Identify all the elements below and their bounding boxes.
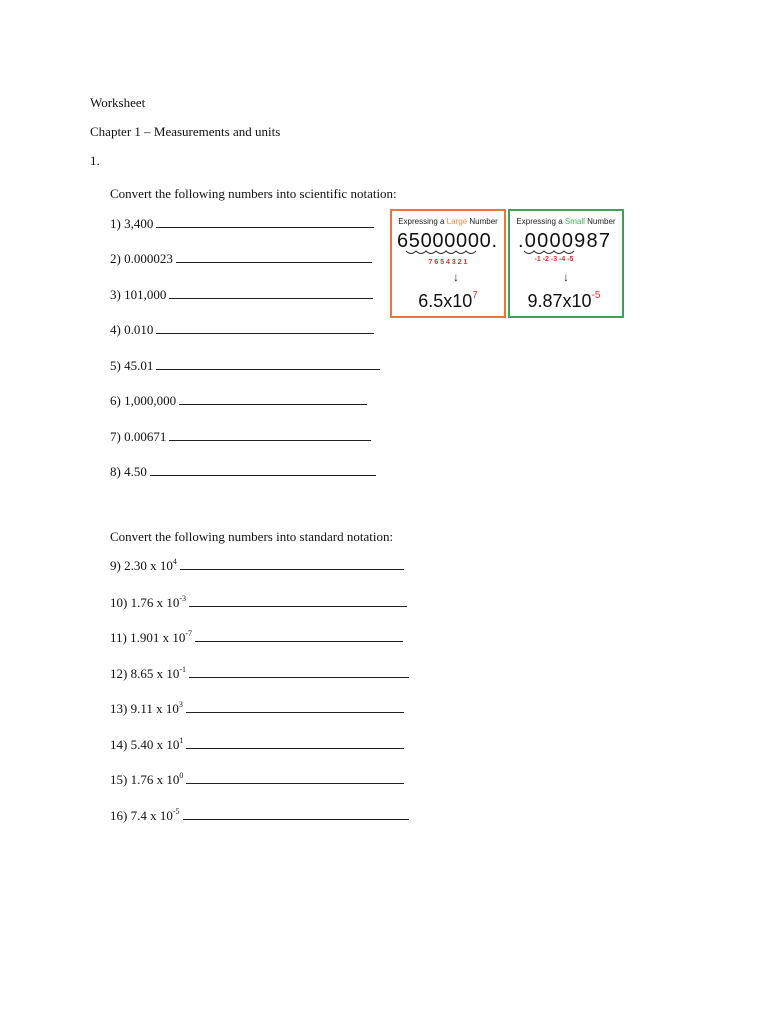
- exponent: 3: [178, 700, 183, 709]
- item-label: 5) 45.01: [110, 358, 154, 373]
- reference-caption: Expressing a Large Number: [398, 217, 498, 226]
- answer-blank[interactable]: [189, 605, 407, 607]
- down-arrow-icon: ↓: [563, 270, 569, 284]
- reference-count: 7 6 5 4 3 2 1: [428, 259, 468, 266]
- exponent: -3: [179, 594, 187, 603]
- worksheet-title: Worksheet: [90, 95, 146, 110]
- item-label: 10) 1.76 x 10: [110, 595, 180, 610]
- item-label: 8) 4.50: [110, 464, 147, 479]
- section1-instruction: Convert the following numbers into scientific notation:: [110, 186, 397, 201]
- exponent: -7: [185, 629, 193, 638]
- answer-blank[interactable]: [176, 261, 372, 263]
- s1-item-2: [110, 251, 372, 267]
- item-label: 4) 0.010: [110, 322, 154, 337]
- reference-caption: Expressing a Small Number: [516, 217, 616, 226]
- chapter-title: Chapter 1 – Measurements and units: [90, 124, 281, 139]
- s2-item-12: [110, 666, 409, 682]
- answer-blank[interactable]: [150, 474, 376, 476]
- reference-small-number: [508, 209, 624, 318]
- reference-large-number: [390, 209, 506, 318]
- answer-blank[interactable]: [180, 568, 404, 570]
- answer-blank[interactable]: [156, 226, 374, 228]
- s2-item-15: [110, 772, 404, 788]
- s1-item-6: [110, 393, 367, 409]
- answer-blank[interactable]: [169, 297, 373, 299]
- question-number: 1.: [90, 153, 100, 168]
- s2-item-14: [110, 737, 404, 753]
- item-label: 13) 9.11 x 10: [110, 701, 179, 716]
- item-label: 15) 1.76 x 10: [110, 772, 180, 787]
- item-label: 14) 5.40 x 10: [110, 737, 180, 752]
- s1-item-3: [110, 287, 373, 303]
- s1-item-1: [110, 216, 374, 232]
- exponent: 0: [179, 771, 184, 780]
- s2-item-9: [110, 558, 404, 574]
- item-label: 9) 2.30 x 10: [110, 558, 173, 573]
- s1-item-5: [110, 358, 380, 374]
- item-label: 16) 7.4 x 10: [110, 808, 173, 823]
- s2-item-11: [110, 630, 403, 646]
- exponent: 1: [179, 736, 184, 745]
- item-label: 12) 8.65 x 10: [110, 666, 180, 681]
- answer-blank[interactable]: [156, 332, 374, 334]
- answer-blank[interactable]: [186, 747, 404, 749]
- reference-count: -1 -2 -3 -4 -5: [534, 256, 574, 263]
- answer-blank[interactable]: [186, 782, 404, 784]
- answer-blank[interactable]: [186, 711, 404, 713]
- reference-result: $6.5x10^7$: [418, 290, 478, 311]
- section2-instruction: Convert the following numbers into standard notation:: [110, 529, 394, 544]
- answer-blank[interactable]: [183, 818, 409, 820]
- s1-item-7: [110, 429, 371, 445]
- item-label: 3) 101,000: [110, 287, 167, 302]
- item-label: 6) 1,000,000: [110, 393, 177, 408]
- answer-blank[interactable]: [156, 368, 380, 370]
- answer-blank[interactable]: [189, 676, 409, 678]
- s2-item-10: [110, 595, 407, 611]
- reference-result: $9.87x10^{-5}$: [527, 290, 601, 311]
- exponent: -1: [179, 665, 187, 674]
- exponent: 4: [172, 557, 177, 566]
- item-label: 7) 0.00671: [110, 429, 167, 444]
- answer-blank[interactable]: [195, 640, 403, 642]
- item-label: 11) 1.901 x 10: [110, 630, 186, 645]
- item-label: 2) 0.000023: [110, 251, 173, 266]
- s1-item-4: [110, 322, 374, 338]
- item-label: 1) 3,400: [110, 216, 154, 231]
- reference-number: .0000987: [518, 230, 610, 252]
- answer-blank[interactable]: [179, 403, 367, 405]
- down-arrow-icon: ↓: [453, 270, 459, 284]
- answer-blank[interactable]: [169, 439, 371, 441]
- s2-item-13: [110, 701, 404, 717]
- s1-item-8: [110, 464, 376, 480]
- exponent: -5: [172, 807, 180, 816]
- s2-item-16: [110, 808, 409, 824]
- reference-number: 65000000.: [397, 230, 497, 252]
